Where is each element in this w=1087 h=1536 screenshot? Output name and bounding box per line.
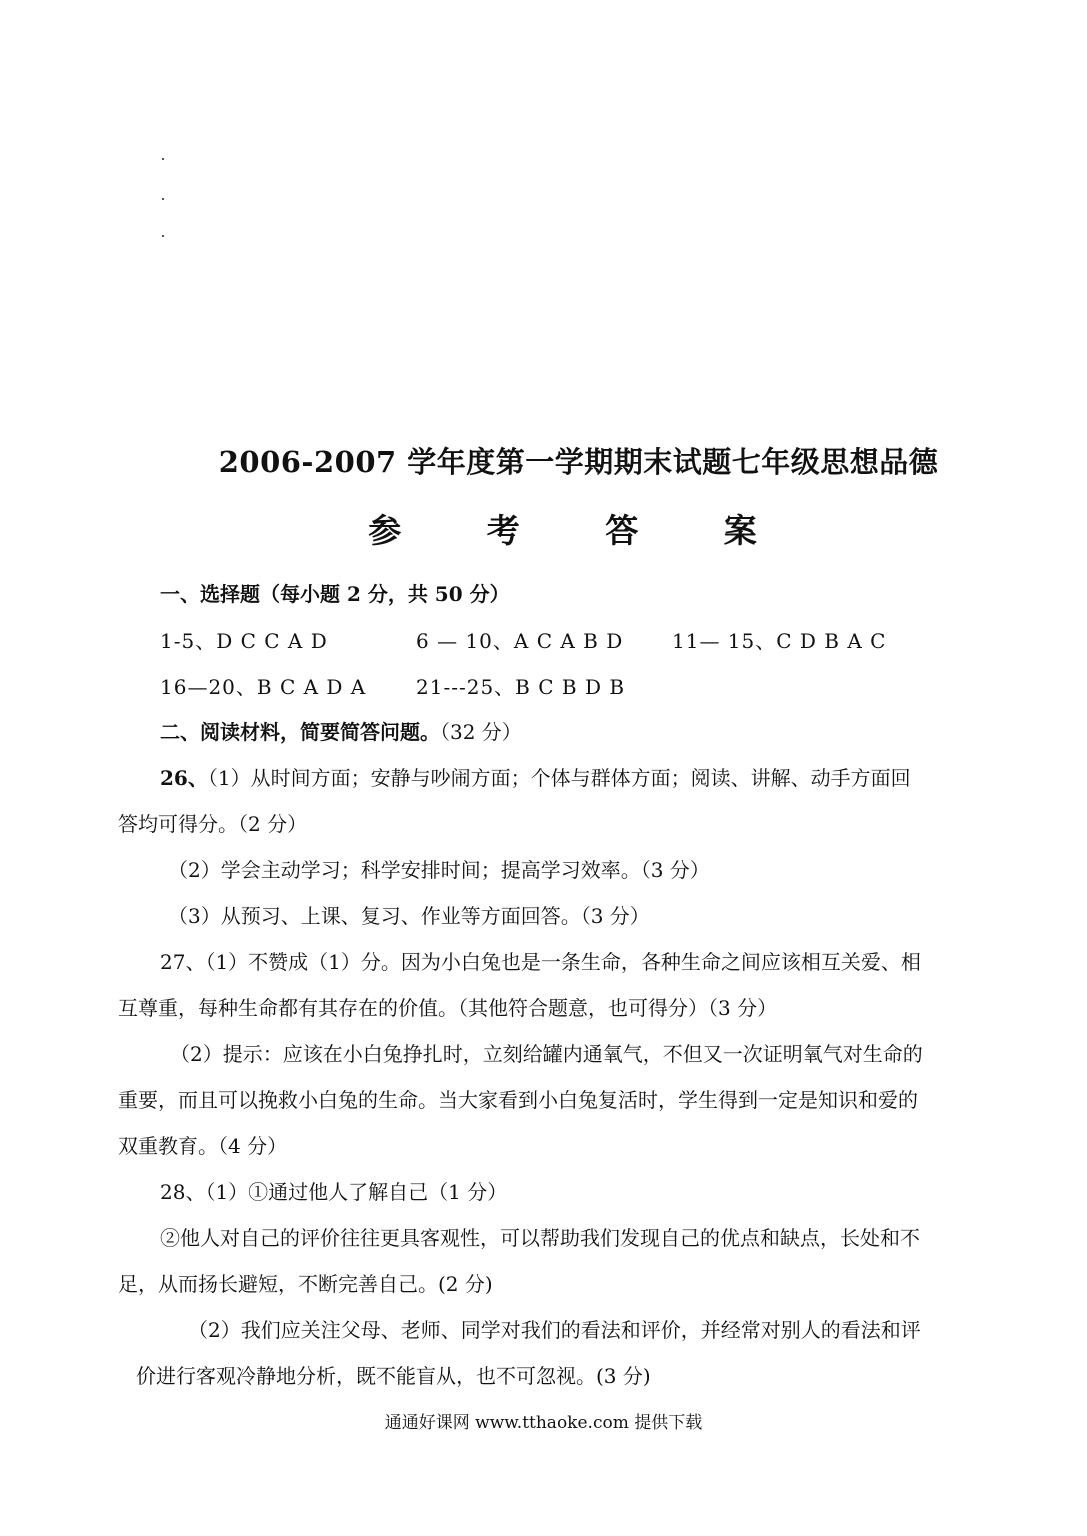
- section2-heading-row: [160, 716, 522, 745]
- answer-group: 6 — 10、A C A B D: [416, 629, 624, 653]
- document-title: 2006-2007 学年度第一学期期末试题七年级思想品德: [218, 445, 939, 479]
- scan-speck: [162, 235, 164, 237]
- answer-group: 11— 15、C D B A C: [672, 629, 887, 653]
- answer-group: 16—20、B C A D A: [160, 675, 367, 699]
- q28-part2-line: 价进行客观冷静地分析，既不能盲从，也不可忽视。(3 分): [136, 1364, 651, 1388]
- section1-heading: 一、选择题（每小题 2 分，共 50 分）: [160, 582, 510, 606]
- document-subtitle: 参 考 答 案: [368, 511, 779, 550]
- scan-speck: [162, 158, 164, 160]
- q26-text: （1）从时间方面；安静与吵闹方面；个体与群体方面；阅读、讲解、动手方面回: [207, 766, 911, 790]
- q27-line: 27、（1）不赞成（1）分。因为小白兔也是一条生命，各种生命之间应该相互关爱、相: [160, 950, 921, 974]
- q28-line: 足，从而扬长避短，不断完善自己。(2 分): [118, 1272, 493, 1296]
- q28-line: 28、（1）①通过他人了解自己（1 分）: [160, 1180, 508, 1204]
- footer-source: 通通好课网 www.tthaoke.com 提供下载: [384, 1413, 703, 1433]
- q26-line: [160, 762, 911, 791]
- section2-score: （32 分）: [440, 720, 522, 744]
- q27-part2-line: 重要，而且可以挽救小白兔的生命。当大家看到小白兔复活时，学生得到一定是知识和爱的: [118, 1088, 918, 1112]
- answer-group: 21---25、B C B D B: [416, 675, 626, 699]
- q27-part2-line: 双重教育。（4 分）: [118, 1134, 288, 1158]
- q28-part2-line: （2）我们应关注父母、老师、同学对我们的看法和评价，并经常对别人的看法和评: [188, 1318, 921, 1342]
- q28-line: ②他人对自己的评价往往更具客观性，可以帮助我们发现自己的优点和缺点，长处和不: [160, 1226, 920, 1250]
- section2-heading: 二、阅读材料，简要简答问题。: [160, 720, 440, 744]
- q27-part2-line: （2）提示：应该在小白兔挣扎时，立刻给罐内通氧气，不但又一次证明氧气对生命的: [170, 1042, 923, 1066]
- q26-part2: （2）学会主动学习；科学安排时间；提高学习效率。（3 分）: [168, 858, 710, 882]
- scan-speck: [162, 198, 164, 200]
- q26-number: 26、: [160, 766, 208, 790]
- q26-line: 答均可得分。（2 分）: [118, 812, 308, 836]
- q26-part3: （3）从预习、上课、复习、作业等方面回答。（3 分）: [168, 904, 650, 928]
- answer-group: 1-5、D C C A D: [160, 629, 328, 653]
- q27-line: 互尊重，每种生命都有其存在的价值。（其他符合题意，也可得分）（3 分）: [118, 996, 778, 1020]
